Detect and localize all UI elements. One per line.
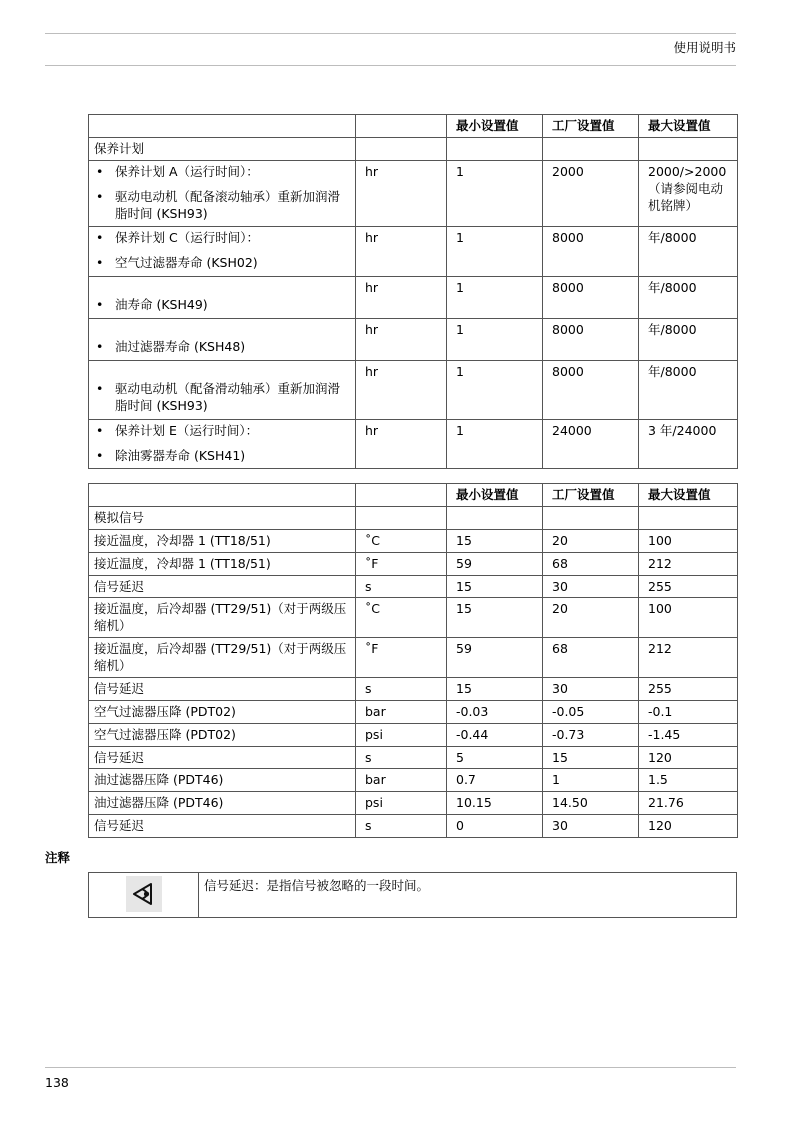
bullet-item: • 保养计划 C（运行时间）： [94,230,350,247]
max-cell: 1.5 [639,769,738,792]
parameter-cell: 空气过滤器压降 (PDT02) [89,723,356,746]
min-cell: 1 [447,277,543,319]
bullet-list [94,339,350,356]
factory-cell: 1 [543,769,639,792]
parameter-cell: 信号延迟 [89,746,356,769]
unit-cell: hr [356,160,447,227]
min-cell: 1 [447,419,543,469]
bullet-item: • 驱动电动机（配备滑动轴承）重新加润滑脂时间 (KSH93) [94,381,350,415]
table-row [89,598,738,638]
factory-cell: -0.05 [543,700,639,723]
table-row [89,360,738,419]
unit-cell: hr [356,227,447,277]
factory-cell: 30 [543,815,639,838]
bullet-item: • 空气过滤器寿命 (KSH02) [94,255,350,272]
min-cell: 15 [447,529,543,552]
unit-cell: s [356,815,447,838]
header-rule-top [45,33,736,34]
header-cell [89,484,356,507]
note-box [88,872,737,918]
max-cell: 120 [639,815,738,838]
bullet-item: • 保养计划 E（运行时间）： [94,423,350,440]
table-row [89,529,738,552]
parameter-cell: 空气过滤器压降 (PDT02) [89,700,356,723]
item-cell [89,160,356,227]
factory-cell: 14.50 [543,792,639,815]
min-cell: 0.7 [447,769,543,792]
section-row [89,506,738,529]
bullet-list [94,423,350,465]
unit-cell: bar [356,769,447,792]
parameter-cell: 接近温度，后冷却器 (TT29/51)（对于两级压缩机） [89,638,356,678]
eye-note-icon [126,876,162,917]
max-cell: 100 [639,598,738,638]
factory-cell: 8000 [543,319,639,361]
unit-cell: hr [356,360,447,419]
bullet-item: • 油过滤器寿命 (KSH48) [94,339,350,356]
table-row [89,552,738,575]
factory-cell: -0.73 [543,723,639,746]
max-cell: 120 [639,746,738,769]
table-row [89,277,738,319]
table-header-row [89,484,738,507]
min-cell: 10.15 [447,792,543,815]
max-cell: 21.76 [639,792,738,815]
max-cell: 100 [639,529,738,552]
section-label: 保养计划 [89,137,356,160]
unit-cell: s [356,677,447,700]
max-cell: 255 [639,677,738,700]
unit-cell: psi [356,723,447,746]
unit-cell: hr [356,419,447,469]
max-cell: 年/8000 [639,360,738,419]
table-row [89,419,738,469]
parameter-cell: 接近温度，后冷却器 (TT29/51)（对于两级压缩机） [89,598,356,638]
analog-signal-table [88,483,738,838]
max-cell: 255 [639,575,738,598]
header-cell [356,115,447,138]
table-row [89,677,738,700]
min-cell: -0.44 [447,723,543,746]
bullet-list [94,297,350,314]
parameter-cell: 信号延迟 [89,815,356,838]
factory-cell: 30 [543,575,639,598]
table-row [89,160,738,227]
header-max: 最大设置值 [639,484,738,507]
max-cell: 年/8000 [639,227,738,277]
min-cell: 15 [447,677,543,700]
factory-cell: 8000 [543,227,639,277]
unit-cell: ˚C [356,529,447,552]
unit-cell: psi [356,792,447,815]
parameter-cell: 信号延迟 [89,677,356,700]
table-row [89,638,738,678]
factory-cell: 24000 [543,419,639,469]
header-factory: 工厂设置值 [543,115,639,138]
header-factory: 工厂设置值 [543,484,639,507]
bullet-item: • 油寿命 (KSH49) [94,297,350,314]
item-cell [89,419,356,469]
bullet-item: • 保养计划 A（运行时间）： [94,164,350,181]
unit-cell: ˚F [356,638,447,678]
max-cell: -0.1 [639,700,738,723]
unit-cell: hr [356,277,447,319]
min-cell: 1 [447,319,543,361]
bullet-list [94,230,350,272]
min-cell: 5 [447,746,543,769]
table-row [89,227,738,277]
max-cell: 2000/>2000（请参阅电动机铭牌） [639,160,738,227]
table-row [89,319,738,361]
page-number: 138 [45,1075,69,1090]
note-text: 信号延迟：是指信号被忽略的一段时间。 [199,873,737,918]
parameter-cell: 接近温度，冷却器 1 (TT18/51) [89,552,356,575]
header-min: 最小设置值 [447,115,543,138]
header-max: 最大设置值 [639,115,738,138]
factory-cell: 15 [543,746,639,769]
min-cell: 0 [447,815,543,838]
max-cell: 年/8000 [639,319,738,361]
section-row [89,137,738,160]
bullet-list [94,381,350,415]
header-rule-bottom [45,65,736,66]
unit-cell: bar [356,700,447,723]
min-cell: 15 [447,575,543,598]
factory-cell: 68 [543,638,639,678]
table-row [89,723,738,746]
min-cell: 1 [447,160,543,227]
min-cell: 1 [447,227,543,277]
parameter-cell: 油过滤器压降 (PDT46) [89,769,356,792]
max-cell: 212 [639,552,738,575]
max-cell: 212 [639,638,738,678]
parameter-cell: 油过滤器压降 (PDT46) [89,792,356,815]
factory-cell: 8000 [543,360,639,419]
min-cell: 1 [447,360,543,419]
table-row [89,575,738,598]
notes-title: 注释 [45,850,71,865]
table-row [89,815,738,838]
factory-cell: 8000 [543,277,639,319]
min-cell: 15 [447,598,543,638]
table-row [89,769,738,792]
header-title: 使用说明书 [673,40,736,55]
item-cell [89,319,356,361]
max-cell: -1.45 [639,723,738,746]
table-row [89,792,738,815]
item-cell [89,360,356,419]
unit-cell: ˚F [356,552,447,575]
min-cell: 59 [447,638,543,678]
factory-cell: 68 [543,552,639,575]
section-label: 模拟信号 [89,506,356,529]
maintenance-schedule-table [88,114,738,469]
bullet-item: • 驱动电动机（配备滚动轴承）重新加润滑脂时间 (KSH93) [94,189,350,223]
factory-cell: 2000 [543,160,639,227]
table-header-row [89,115,738,138]
table-row [89,746,738,769]
max-cell: 3 年/24000 [639,419,738,469]
header-cell [356,484,447,507]
parameter-cell: 接近温度，冷却器 1 (TT18/51) [89,529,356,552]
factory-cell: 30 [543,677,639,700]
bullet-list [94,164,350,223]
bullet-item: • 除油雾器寿命 (KSH41) [94,448,350,465]
factory-cell: 20 [543,598,639,638]
header-cell [89,115,356,138]
parameter-cell: 信号延迟 [89,575,356,598]
unit-cell: ˚C [356,598,447,638]
item-cell [89,227,356,277]
item-cell [89,277,356,319]
table-row [89,700,738,723]
footer-rule [45,1067,736,1068]
unit-cell: hr [356,319,447,361]
min-cell: -0.03 [447,700,543,723]
min-cell: 59 [447,552,543,575]
unit-cell: s [356,575,447,598]
factory-cell: 20 [543,529,639,552]
header-min: 最小设置值 [447,484,543,507]
unit-cell: s [356,746,447,769]
max-cell: 年/8000 [639,277,738,319]
